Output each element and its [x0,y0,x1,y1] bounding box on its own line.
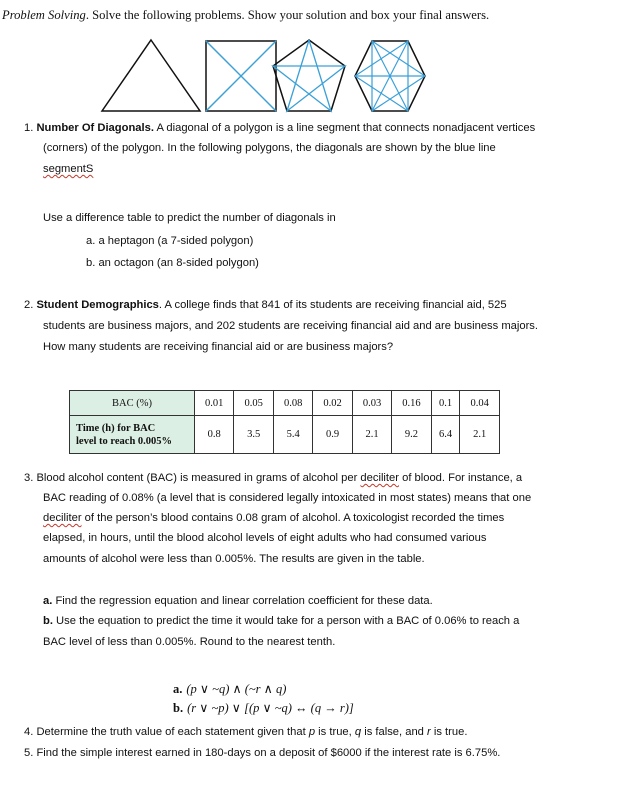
table-cell: 0.1 [431,391,460,416]
problem-4-var-r: r [427,726,431,738]
problem-4-suffix: is true. [430,726,468,738]
logic-statement-a [173,681,286,697]
triangle-shape [102,40,200,111]
table-cell: 0.8 [195,416,234,454]
heading-text: . Solve the following problems. Show your solution and box your final answers. [85,8,490,22]
table-cell: 2.1 [460,416,500,454]
problem-3-text-1c: of blood. For instance, a [398,472,523,484]
table-header-time-line-1: Time (h) for BAC [76,422,156,434]
problem-3-part-a-label: a. [43,595,53,607]
problem-3-part-b-label: b. [43,615,53,627]
problem-4-var-q: q [354,726,362,738]
polygon-diagrams [0,35,617,115]
problem-4 [24,726,467,738]
table-cell: 5.4 [273,416,312,454]
table-cell: 0.9 [313,416,352,454]
problem-3-part-b-text: Use the equation to predict the time it would take for a person with a BAC of 0.06% to reach a [52,615,520,627]
problem-2-title: Student Demographics [36,299,159,311]
table-cell: 2.1 [352,416,391,454]
table-header-time-line-2: level to reach 0.005% [76,435,173,447]
table-cell: 0.04 [460,391,500,416]
problem-1-number: 1. [24,122,34,134]
hexagon-shape [355,41,425,111]
problem-3-part-a [43,595,433,607]
problem-3-deciliter-1: deciliter [360,472,399,484]
problem-3-deciliter-2: deciliter [43,512,82,524]
table-header-bac: BAC (%) [70,391,195,416]
bac-data-table [69,390,500,454]
problem-2-line-1 [24,299,507,311]
problem-3-line-5: amounts of alcohol were less than 0.005%. The results are given in the table. [43,553,425,565]
logic-statement-b [173,700,354,716]
table-cell: 0.16 [392,391,431,416]
logic-b-label: b. [173,701,184,715]
problem-1-part-b: b. an octagon (an 8-sided polygon) [86,257,259,269]
problem-2-line-3: How many students are receiving financial aid or are business majors? [43,341,394,353]
pentagon-shape [273,40,345,111]
table-cell: 6.4 [431,416,460,454]
problem-2-line-2: students are business majors, and 202 students are receiving financial aid and are business majors. [43,320,539,332]
problem-4-prefix: 4. Determine the truth value of each statement given that [24,726,309,738]
logic-a-label: a. [173,682,183,696]
problem-4-mid-2: is false, and [361,726,428,738]
table-cell: 0.01 [195,391,234,416]
problem-2-number: 2. [24,299,34,311]
problem-3-part-b-line-2: BAC level of less than 0.005%. Round to the nearest tenth. [43,636,336,648]
table-cell: 0.08 [273,391,312,416]
logic-a-expression: (p ∨ ~q) ∧ (~r ∧ q) [186,682,287,696]
table-cell: 3.5 [234,416,273,454]
problem-3-part-a-text: Find the regression equation and linear correlation coefficient for these data. [52,595,433,607]
problem-3-line-2: BAC reading of 0.08% (a level that is considered legally intoxicated in most states) means that one [43,492,532,504]
table-header-time [70,416,195,454]
table-row-bac [70,391,500,416]
problem-3-line-1 [24,472,522,484]
problem-1-line-2: (corners) of the polygon. In the following polygons, the diagonals are shown by the blue line [43,142,496,154]
problem-1-part-a: a. a heptagon (a 7-sided polygon) [86,235,254,247]
table-cell: 0.02 [313,391,352,416]
problem-1-line-1 [24,122,535,134]
problem-4-var-p: p [308,726,316,738]
problem-1-instruction: Use a difference table to predict the number of diagonals in [43,212,336,224]
problem-4-mid-1: is true, [315,726,355,738]
problem-3-part-b [43,615,519,627]
problem-1-text-1: A diagonal of a polygon is a line segment that connects nonadjacent vertices [153,122,536,134]
problem-3-text-3b: of the person’s blood contains 0.08 gram of alcohol. A toxicologist recorded the times [81,512,505,524]
problem-3-line-4: elapsed, in hours, until the blood alcohol levels of eight adults who had consumed various [43,532,487,544]
problem-3-text-1a: 3. Blood alcohol content (BAC) is measured in grams of alcohol per [24,472,361,484]
table-cell: 0.03 [352,391,391,416]
logic-b-expression: (r ∨ ~p) ∨ [(p ∨ ~q) ↔ (q → r)] [187,701,354,715]
problem-2-text-1: . A college finds that 841 of its students are receiving financial aid, 525 [158,299,507,311]
instructions-heading [2,8,489,23]
square-shape [206,41,276,111]
heading-label: Problem Solving [2,8,86,22]
table-cell: 9.2 [392,416,431,454]
problem-1-title: Number Of Diagonals. [36,122,154,134]
table-row-time [70,416,500,454]
problem-3-line-3 [43,512,504,524]
table-cell: 0.05 [234,391,273,416]
problem-1-line-3: segmentS [43,163,94,175]
problem-5: 5. Find the simple interest earned in 180-days on a deposit of $6000 if the interest rate is 6.75%. [24,747,501,759]
